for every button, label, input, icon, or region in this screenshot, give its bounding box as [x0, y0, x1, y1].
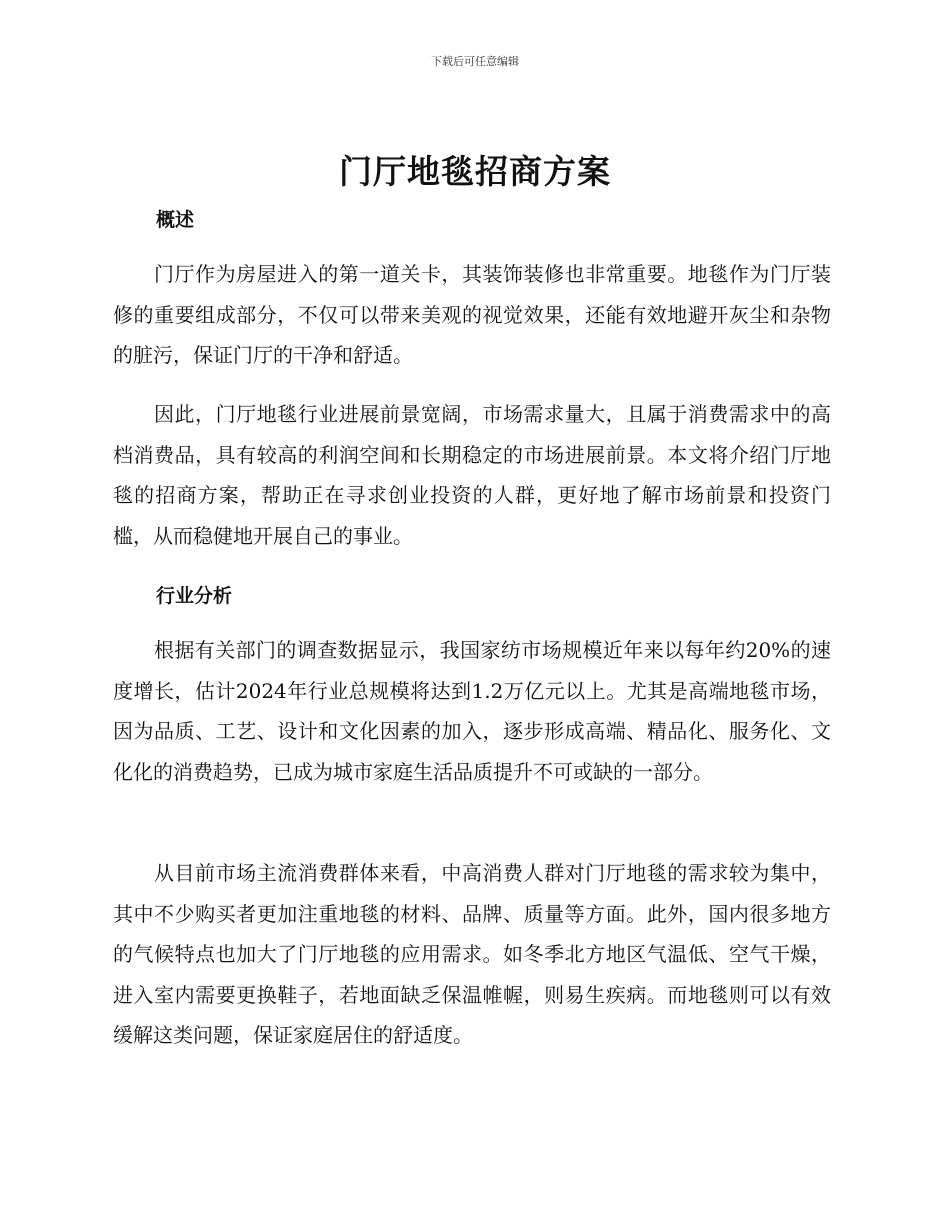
overview-paragraph-2: 因此，门厅地毯行业进展前景宽阔，市场需求量大，且属于消费需求中的高档消费品，具有较高的利润空间和长期稳定的市场进展前景。本文将介绍门厅地毯的招商方案，帮助正在寻求创业投资的人群，更好地了解市场前景和投资门槛，从而稳健地开展自己的事业。 — [113, 402, 831, 548]
overview-paragraph-1: 门厅作为房屋进入的第一道关卡，其装饰装修也非常重要。地毯作为门厅装修的重要组成部分，不仅可以带来美观的视觉效果，还能有效地避开灰尘和杂物的脏污，保证门厅的干净和舒适。 — [113, 262, 831, 367]
document-title: 门厅地毯招商方案 — [339, 152, 611, 191]
section-heading-overview: 概述 — [156, 209, 195, 231]
section-heading-industry-analysis: 行业分析 — [156, 585, 233, 607]
page-header-note: 下载后可任意编辑 — [431, 55, 519, 68]
industry-paragraph-1: 根据有关部门的调查数据显示，我国家纺市场规模近年来以每年约20%的速度增长，估计2024年行业总规模将达到1.2万亿元以上。尤其是高端地毯市场，因为品质、工艺、设计和文化因素的加入，逐步形成高端、精品化、服务化、文化化的消费趋势，已成为城市家庭生活品质提升不可或缺的一部分。 — [113, 638, 831, 784]
industry-paragraph-2: 从目前市场主流消费群体来看，中高消费人群对门厅地毯的需求较为集中，其中不少购买者更加注重地毯的材料、品牌、质量等方面。此外，国内很多地方的气候特点也加大了门厅地毯的应用需求。如冬季北方地区气温低、空气干燥，进入室内需要更换鞋子，若地面缺乏保温帷幄，则易生疾病。而地毯则可以有效缓解这类问题，保证家庭居住的舒适度。 — [113, 861, 831, 1047]
